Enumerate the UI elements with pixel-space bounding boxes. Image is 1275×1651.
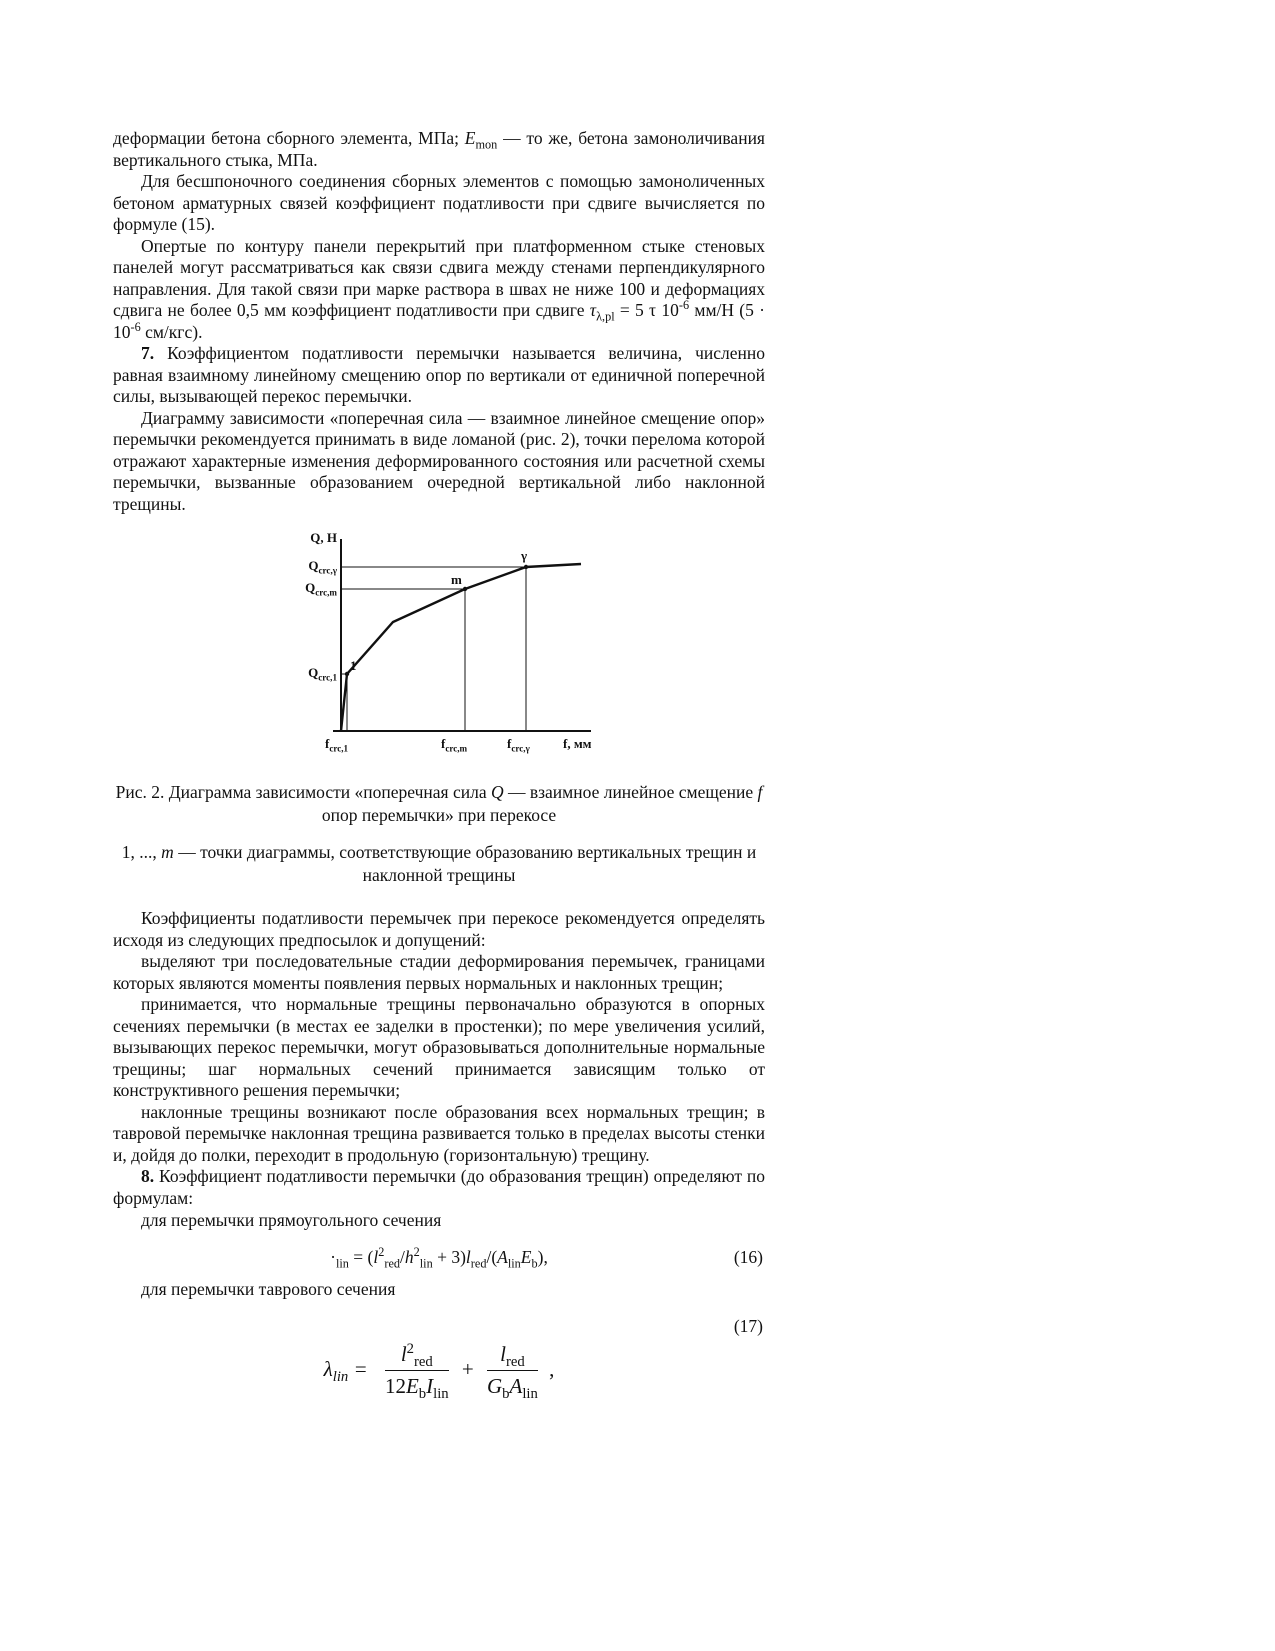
formula-17-numerator-1: $l^2_{red}$ [385, 1342, 449, 1372]
formula-17-fraction-1 [385, 1342, 449, 1401]
formula-17-fraction-2 [487, 1342, 538, 1401]
formula-17-numerator-2: $l_{red}$ [487, 1342, 538, 1372]
paragraph-inclined-cracks: наклонные трещины возникают после образования всех нормальных трещин; в тавровой перемычке наклонная трещина развивается только в пределах высоты стенки и, дойдя до полки, переходит в продольную (горизонтальную) трещину. [113, 1101, 765, 1165]
paragraph-item-8: 8. Коэффициент податливости перемычки (до образования трещин) определяют по формулам: [113, 1166, 765, 1208]
formula-17-denominator-1: $12E_bI_{lin}$ [384, 1374, 449, 1403]
formula-17-number: (17) [733, 1316, 763, 1337]
point-label-m: m [451, 572, 462, 588]
formula-16-number: (16) [733, 1247, 763, 1268]
formula-16-body: $\cdot_{lin} = (l^2_{red}/h^2_{lin} + 3)l_{red}/(A_{lin}E_b)$, [330, 1245, 548, 1271]
plus-operator: + [461, 1356, 474, 1381]
formula-17-number-row [113, 1316, 765, 1338]
paragraph-assumptions-intro: Коэффициенты податливости перемычек при перекосе рекомендуется определять исходя из следующих предпосылок и допущений: [113, 908, 765, 950]
x-tick-fcrc-m: $f_{crc,m}$ [441, 736, 468, 754]
y-tick-qcrc-1: $Q_{crc,1}$ [308, 665, 337, 683]
x-tick-fcrc-1: $f_{crc,1}$ [325, 736, 349, 754]
formula-17-lhs: $\lambda_{lin}$ = [323, 1356, 368, 1385]
paragraph-platform-joint: Опертые по контуру панели перекрытий при платформенном стыке стеновых панелей могут рассматриваться как связи сдвига между стенами перпендикулярного направления. Для такой связи при марке раствора в швах не ниже 100 и деформациях сдвига не более 0,5 мм коэффициент податливости при сдвиге $\tau_{\lambda,pl} = 5$ τ $10^{-6}$ мм/Н ($5 \cdot 10^{-6}$ см/кгс). [113, 235, 765, 342]
figure-caption: Рис. 2. Диаграмма зависимости «поперечная сила Q — взаимное линейное смещение f опор перемычки» при перекосе [115, 782, 763, 826]
point-label-gamma: γ [521, 548, 528, 564]
text-column [113, 128, 765, 1403]
paragraph-normal-cracks: принимается, что нормальные трещины первоначально образуются в опорных сечениях перемычки (в местах ее заделки в простенки); по мере увеличения усилий, вызывающих перекос перемычки, могут образовываться дополнительные нормальные трещины; шаг нормальных сечений принимается зависящим только от конструктивного решения перемычки; [113, 994, 765, 1101]
figure-subcaption: 1, ..., m — точки диаграммы, соответствующие образованию вертикальных трещин и наклонной трещины [121, 841, 757, 885]
paragraph-tee-section: для перемычки таврового сечения [141, 1278, 396, 1299]
figure-2 [283, 529, 619, 765]
y-tick-qcrc-gamma: $Q_{crc,\gamma}$ [308, 558, 337, 576]
formula-17-denominator-2: $G_bA_{lin}$ [486, 1374, 538, 1403]
paragraph-item-7: 7. Коэффициентом податливости перемычки называется величина, численно равная взаимному линейному смещению опор по вертикали от единичной поперечной силы, вызывающей перекос перемычки. [113, 343, 765, 407]
paragraph-intro-continuation: деформации бетона сборного элемента, МПа; $E_{mon}$ — то же, бетона замоноличивания вертикального стыка, МПа. [113, 128, 765, 170]
point-label-1: 1 [350, 658, 357, 674]
paragraph-keyless-joint: Для бесшпоночного соединения сборных элементов с помощью замоноличенных бетоном арматурных связей коэффициент податливости при сдвиге вычисляется по формуле (15). [113, 171, 765, 235]
x-axis-title: f, мм [563, 736, 592, 752]
formula-17-trailing-comma: , [549, 1356, 555, 1381]
paragraph-rectangular-section: для перемычки прямоугольного сечения [141, 1209, 442, 1230]
paragraph-three-stages: выделяют три последовательные стадии деформирования перемычек, границами которых являются моменты появления первых нормальных и наклонных трещин; [113, 951, 765, 993]
curve-points [345, 565, 528, 676]
paragraph-diagram-description: Диаграмму зависимости «поперечная сила — взаимное линейное смещение опор» перемычки рекомендуется принимать в виде ломаной (рис. 2), точки перелома которой отражают характерные изменения деформированного состояния или расчетной схемы перемычки, вызванные образованием очередной вертикальной либо наклонной трещины. [113, 407, 765, 514]
formula-16 [113, 1247, 765, 1269]
formula-17 [113, 1342, 765, 1401]
y-tick-qcrc-m: $Q_{crc,m}$ [305, 580, 337, 598]
x-tick-fcrc-gamma: $f_{crc,\gamma}$ [507, 736, 530, 754]
y-axis-title: Q, Н [310, 530, 337, 546]
